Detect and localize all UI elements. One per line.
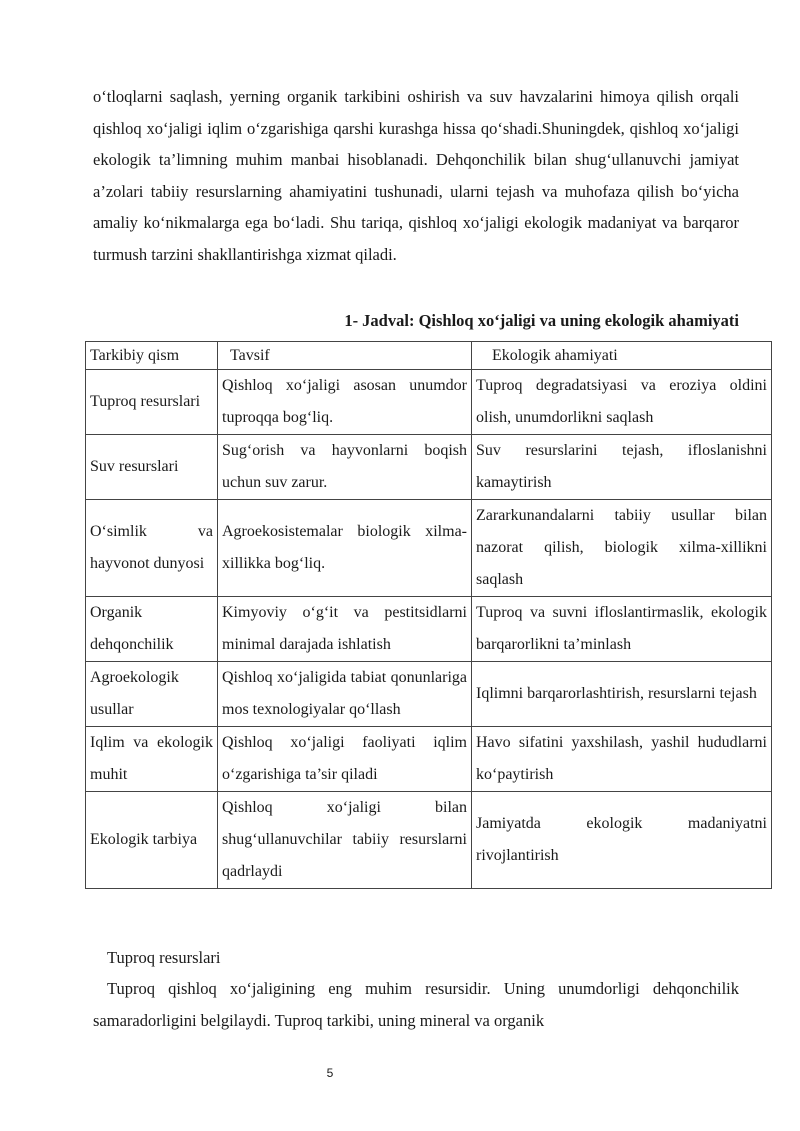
table-cell: Qishloq xo‘jaligi faoliyati iqlim o‘zgarishiga ta’sir qiladi (218, 727, 472, 792)
table-cell: Tuproq degradatsiyasi va eroziya oldini olish, unumdorlikni saqlash (472, 370, 772, 435)
intro-paragraph: o‘tloqlarni saqlash, yerning organik tarkibini oshirish va suv havzalarini himoya qilish orqali qishloq xo‘jaligi iqlim o‘zgarishiga qarshi kurashga hissa qo‘shadi.Shuningdek, qishloq xo‘jaligi ekologik ta’limning muhim manbai hisoblanadi. Dehqonchilik bilan shug‘ullanuvchi jamiyat a’zolari tabiiy resurslarning ahamiyatini tushunadi, ularni tejash va muhofaza qilish bo‘yicha amaliy ko‘nikmalarga ega bo‘ladi. Shu tariqa, qishloq xo‘jaligi ekologik madaniyat va barqaror turmush tarzini shakllantirishga xizmat qiladi. (93, 87, 739, 264)
table-cell: Organik dehqonchilik (86, 597, 218, 662)
table-header-cell: Tavsif (218, 342, 472, 370)
table-header-cell: Tarkibiy qism (86, 342, 218, 370)
table-row (86, 727, 772, 792)
table-cell: Suv resurslari (86, 435, 218, 500)
section-subheading: Tuproq resurslari (107, 948, 221, 967)
table-cell: Qishloq xo‘jaligi bilan shug‘ullanuvchilar tabiiy resurslarni qadrlaydi (218, 792, 472, 889)
table-cell: Sug‘orish va hayvonlarni boqish uchun suv zarur. (218, 435, 472, 500)
closing-paragraph: Tuproq qishloq xo‘jaligining eng muhim resursidir. Uning unumdorligi dehqonchilik samaradorligini belgilaydi. Tuproq tarkibi, uning mineral va organik (93, 979, 739, 1030)
table-cell: Tuproq resurslari (86, 370, 218, 435)
table-cell: Iqlimni barqarorlashtirish, resurslarni tejash (472, 662, 772, 727)
table-row (86, 435, 772, 500)
table-cell: Iqlim va ekologik muhit (86, 727, 218, 792)
table-row (86, 597, 772, 662)
table-row (86, 792, 772, 889)
table-row (86, 662, 772, 727)
table-cell: Ekologik tarbiya (86, 792, 218, 889)
table-cell: Tuproq va suvni ifloslantirmaslik, ekologik barqarorlikni ta’minlash (472, 597, 772, 662)
table-cell: Zararkunandalarni tabiiy usullar bilan nazorat qilish, biologik xilma-xillikni saqlash (472, 500, 772, 597)
table-header-row (86, 342, 772, 370)
table-cell: Qishloq xo‘jaligi asosan unumdor tuproqqa bog‘liq. (218, 370, 472, 435)
table-row (86, 370, 772, 435)
table-cell: Agroekosistemalar biologik xilma-xillikka bog‘liq. (218, 500, 472, 597)
table-cell: Agroekologik usullar (86, 662, 218, 727)
table-cell: O‘simlik va hayvonot dunyosi (86, 500, 218, 597)
table-cell: Suv resurslarini tejash, ifloslanishni kamaytirish (472, 435, 772, 500)
page-number: 5 (326, 1066, 334, 1080)
ecology-table (85, 341, 772, 889)
table-caption: 1- Jadval: Qishloq xo‘jaligi va uning ekologik ahamiyati (344, 311, 739, 330)
table-row (86, 500, 772, 597)
table-cell: Jamiyatda ekologik madaniyatni rivojlantirish (472, 792, 772, 889)
table-cell: Qishloq xo‘jaligida tabiat qonunlariga mos texnologiyalar qo‘llash (218, 662, 472, 727)
table-cell: Havo sifatini yaxshilash, yashil hududlarni ko‘paytirish (472, 727, 772, 792)
table-header-cell: Ekologik ahamiyati (472, 342, 772, 370)
table-cell: Kimyoviy o‘g‘it va pestitsidlarni minimal darajada ishlatish (218, 597, 472, 662)
